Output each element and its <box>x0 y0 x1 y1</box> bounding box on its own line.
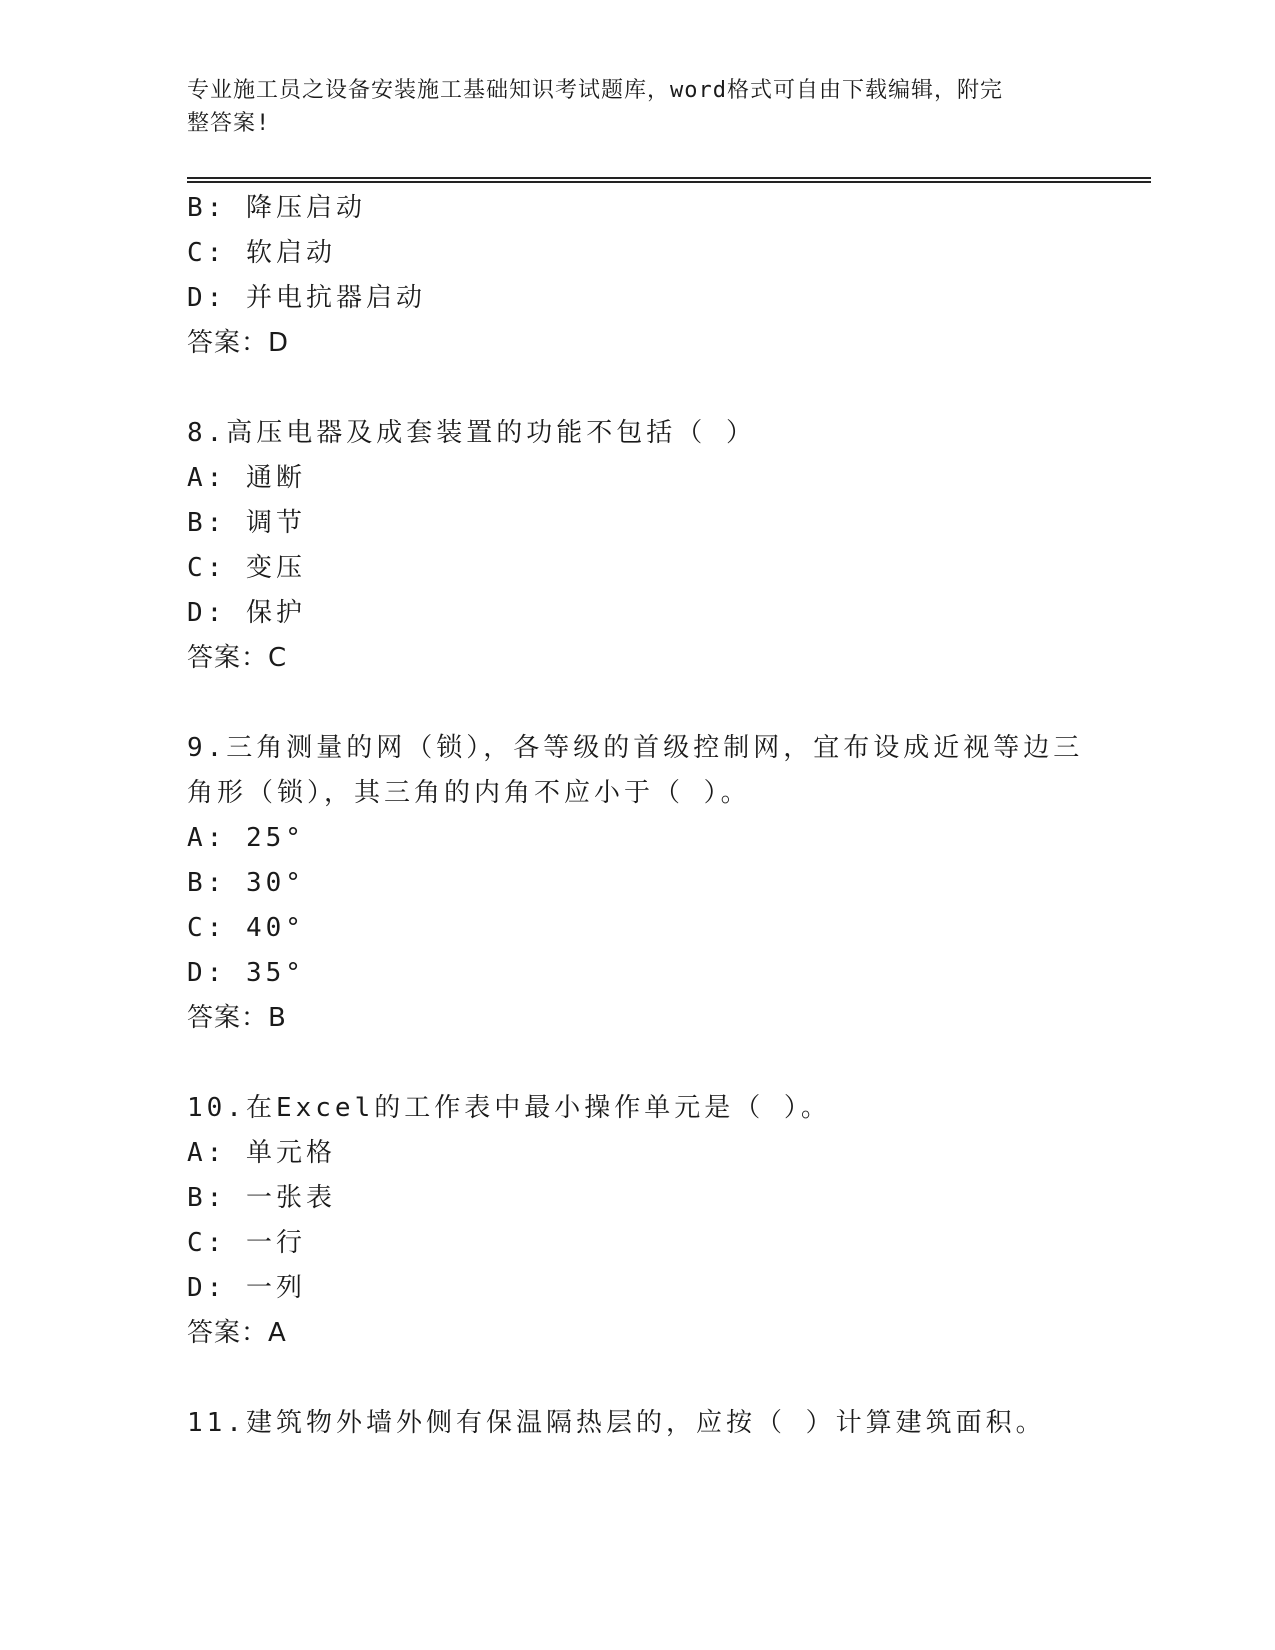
q7-answer: 答案：D <box>187 328 290 358</box>
q9-option-d: D: 35° <box>187 958 305 988</box>
q8-option-b: B: 调节 <box>187 508 306 538</box>
q10-option-b: B: 一张表 <box>187 1183 336 1213</box>
q9-option-a: A: 25° <box>187 823 305 853</box>
q10-option-d: D: 一列 <box>187 1273 306 1303</box>
q10-answer: 答案：A <box>187 1318 287 1348</box>
q8-answer: 答案：C <box>187 643 288 673</box>
q9-answer: 答案：B <box>187 1003 287 1033</box>
q8-option-d: D: 保护 <box>187 598 306 628</box>
q9-question-line-2: 角形（锁），其三角的内角不应小于（ ）。 <box>187 778 751 808</box>
header-divider-top <box>187 177 1151 179</box>
q8-option-a: A: 通断 <box>187 463 306 493</box>
q10-option-c: C: 一行 <box>187 1228 306 1258</box>
header-line-1: 专业施工员之设备安装施工基础知识考试题库，word格式可自由下载编辑，附完 <box>187 78 1003 103</box>
q10-question: 10.在Excel的工作表中最小操作单元是（ ）。 <box>187 1093 831 1123</box>
q11-question: 11.建筑物外墙外侧有保温隔热层的，应按（ ）计算建筑面积。 <box>187 1408 1046 1438</box>
q10-option-a: A: 单元格 <box>187 1138 336 1168</box>
document-header <box>187 74 1067 140</box>
header-line-2: 整答案! <box>187 111 271 136</box>
header-divider-bottom <box>187 181 1151 183</box>
q7-option-d: D: 并电抗器启动 <box>187 283 426 313</box>
q9-option-b: B: 30° <box>187 868 305 898</box>
q7-option-b: B: 降压启动 <box>187 193 366 223</box>
q8-option-c: C: 变压 <box>187 553 306 583</box>
q9-option-c: C: 40° <box>187 913 305 943</box>
q8-question: 8.高压电器及成套装置的功能不包括（ ） <box>187 418 756 448</box>
q7-option-c: C: 软启动 <box>187 238 336 268</box>
q9-question-line-1: 9.三角测量的网（锁），各等级的首级控制网，宜布设成近视等边三 <box>187 733 1084 763</box>
